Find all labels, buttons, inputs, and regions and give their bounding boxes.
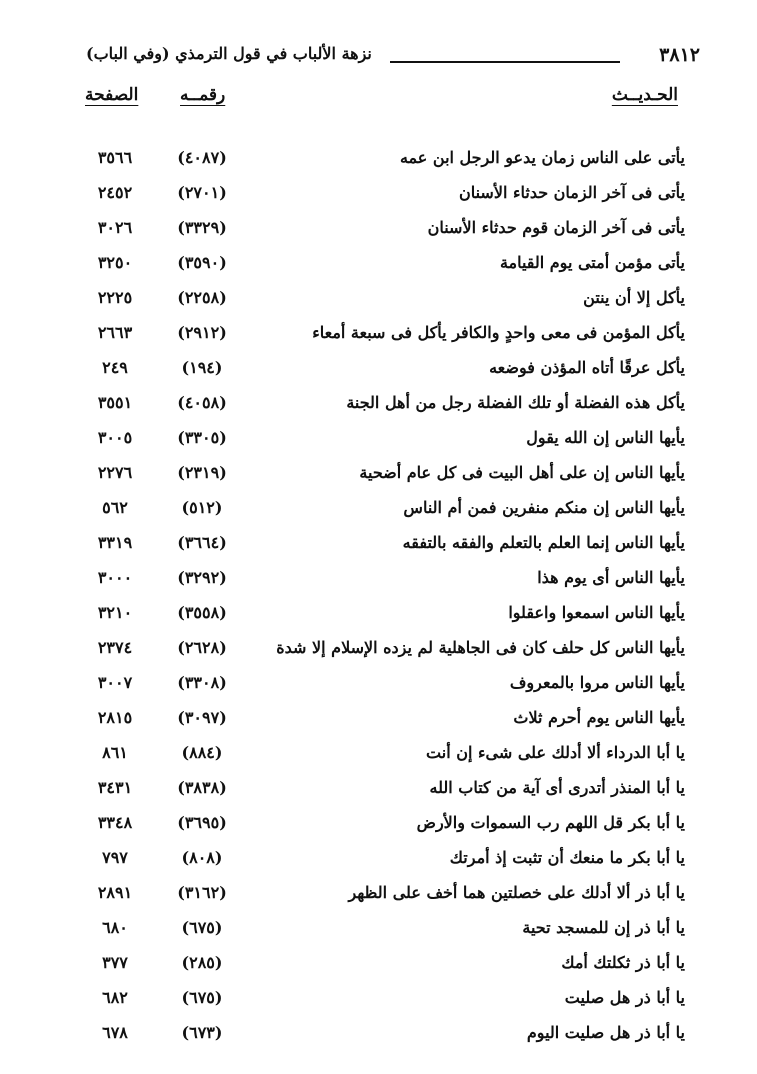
hadith-number: (٣١٦٢) — [177, 883, 227, 902]
table-row — [80, 735, 700, 770]
hadith-text: يا أبا المنذر أتدرى أى آية من كتاب الله — [429, 778, 685, 797]
hadith-text: يأيها الناس مروا بالمعروف — [509, 673, 685, 692]
table-row — [80, 945, 700, 980]
table-row — [80, 910, 700, 945]
hadith-text: يأتى على الناس زمان يدعو الرجل ابن عمه — [399, 148, 685, 167]
hadith-text: يأكل المؤمن فى معى واحدٍ والكافر يأكل فى سبعة أمعاء — [312, 323, 685, 342]
hadith-text: يأيها الناس إن الله يقول — [526, 428, 685, 447]
page-ref: ٦٨٠ — [102, 918, 128, 937]
table-row — [80, 455, 700, 490]
page-ref: ٣٠٠٠ — [97, 568, 133, 587]
hadith-text: يأكل هذه الفضلة أو تلك الفضلة رجل من أهل الجنة — [346, 393, 685, 412]
hadith-text: يأيها الناس إنما العلم بالتعلم والفقه بالتفقه — [402, 533, 685, 552]
hadith-text: يأيها الناس أى يوم هذا — [537, 568, 685, 587]
hadith-number: (٣٦٩٥) — [177, 813, 227, 832]
page-ref: ٣٢٥٠ — [97, 253, 133, 272]
hadith-text: يا أبا ذر إن للمسجد تحية — [522, 918, 685, 937]
hadith-text: يأيها الناس إن على أهل البيت فى كل عام أضحية — [359, 463, 685, 482]
book-title: نزهة الألباب في قول الترمذي (وفي الباب) — [86, 44, 372, 63]
table-row — [80, 770, 700, 805]
index-table — [80, 140, 700, 1050]
hadith-number: (٥١٢) — [181, 498, 223, 517]
page-ref: ٧٩٧ — [102, 848, 128, 867]
hadith-text: يا أبا ذر هل صليت — [564, 988, 685, 1007]
table-row — [80, 420, 700, 455]
page-ref: ٣٣٤٨ — [97, 813, 133, 832]
hadith-number: (٢٢٥٨) — [177, 288, 227, 307]
hadith-number: (٦٧٥) — [181, 988, 223, 1007]
table-row — [80, 630, 700, 665]
table-row — [80, 385, 700, 420]
page-ref: ٣٤٣١ — [97, 778, 133, 797]
hadith-text: يأيها الناس إن منكم منفرين فمن أم الناس — [403, 498, 685, 517]
heading-hadith: الحـديــث — [611, 85, 678, 105]
hadith-number: (٣٢٩٢) — [177, 568, 227, 587]
hadith-text: يا أبا بكر ما منعك أن تثبت إذ أمرتك — [449, 848, 685, 867]
table-row — [80, 875, 700, 910]
running-head — [80, 38, 700, 78]
hadith-number: (٣٣٠٥) — [177, 428, 227, 447]
page-ref: ٣٧٧ — [102, 953, 128, 972]
hadith-number: (٣٣٠٨) — [177, 673, 227, 692]
page-ref: ٣٥٦٦ — [97, 148, 133, 167]
hadith-text: يأكل إلا أن ينتن — [583, 288, 685, 307]
table-row — [80, 665, 700, 700]
page-ref: ٢٨١٥ — [97, 708, 133, 727]
hadith-number: (٣٠٩٧) — [177, 708, 227, 727]
page-ref: ٢٦٦٣ — [97, 323, 133, 342]
hadith-number: (٢٧٠١) — [177, 183, 227, 202]
table-row — [80, 350, 700, 385]
table-row — [80, 700, 700, 735]
header-rule — [390, 61, 620, 63]
hadith-number: (٤٠٥٨) — [177, 393, 227, 412]
heading-page: الصفحة — [85, 85, 139, 105]
hadith-text: يأكل عرقًا أتاه المؤذن فوضعه — [489, 358, 685, 377]
table-row — [80, 175, 700, 210]
table-row — [80, 980, 700, 1015]
hadith-number: (٣٨٣٨) — [177, 778, 227, 797]
hadith-text: يأتى مؤمن أمتى يوم القيامة — [499, 253, 685, 272]
page-ref: ٢٢٢٥ — [97, 288, 133, 307]
hadith-number: (١٩٤) — [181, 358, 223, 377]
page-ref: ٣٠٠٥ — [97, 428, 133, 447]
page-ref: ٣٥٥١ — [97, 393, 133, 412]
hadith-number: (٦٧٣) — [181, 1023, 223, 1042]
hadith-number: (٣٥٩٠) — [177, 253, 227, 272]
hadith-text: يا أبا ذر ألا أدلك على خصلتين هما أخف على الظهر — [348, 883, 685, 902]
page-ref: ٣٠٢٦ — [97, 218, 133, 237]
hadith-text: يأيها الناس يوم أحرم ثلاث — [513, 708, 685, 727]
hadith-number: (٣٦٦٤) — [177, 533, 227, 552]
page-ref: ٦٧٨ — [102, 1023, 128, 1042]
hadith-text: يا أبا بكر قل اللهم رب السموات والأرض — [416, 813, 685, 832]
hadith-number: (٣٣٢٩) — [177, 218, 227, 237]
hadith-text: يأتى فى آخر الزمان حدثاء الأسنان — [458, 183, 685, 202]
page-ref: ٢٨٩١ — [97, 883, 133, 902]
table-row — [80, 805, 700, 840]
page-ref: ٢٤٩ — [102, 358, 128, 377]
heading-number: رقمــه — [180, 85, 226, 105]
hadith-text: يأتى فى آخر الزمان قوم حدثاء الأسنان — [427, 218, 685, 237]
page-ref: ٣٣١٩ — [97, 533, 133, 552]
column-headings — [80, 85, 700, 115]
page-ref: ٢٣٧٤ — [97, 638, 133, 657]
hadith-number: (٢٦٢٨) — [177, 638, 227, 657]
hadith-number: (٨٨٤) — [181, 743, 223, 762]
page-ref: ٦٨٢ — [102, 988, 128, 1007]
page-ref: ٥٦٢ — [102, 498, 128, 517]
hadith-number: (٣٥٥٨) — [177, 603, 227, 622]
page-ref: ٣٠٠٧ — [97, 673, 133, 692]
table-row — [80, 315, 700, 350]
hadith-number: (٢٨٥) — [181, 953, 223, 972]
hadith-text: يا أبا الدرداء ألا أدلك على شىء إن أنت — [426, 743, 685, 762]
table-row — [80, 1015, 700, 1050]
page-ref: ٨٦١ — [102, 743, 128, 762]
hadith-text: يأيها الناس اسمعوا واعقلوا — [508, 603, 685, 622]
table-row — [80, 560, 700, 595]
hadith-number: (٨٠٨) — [181, 848, 223, 867]
page-number: ٣٨١٢ — [659, 44, 700, 66]
table-row — [80, 490, 700, 525]
table-row — [80, 210, 700, 245]
page-ref: ٢٢٧٦ — [97, 463, 133, 482]
page-ref: ٢٤٥٢ — [97, 183, 133, 202]
table-row — [80, 840, 700, 875]
hadith-number: (٦٧٥) — [181, 918, 223, 937]
hadith-number: (٢٩١٢) — [177, 323, 227, 342]
hadith-text: يأيها الناس كل حلف كان فى الجاهلية لم يزده الإسلام إلا شدة — [276, 638, 685, 657]
table-row — [80, 245, 700, 280]
hadith-number: (٢٣١٩) — [177, 463, 227, 482]
hadith-text: يا أبا ذر هل صليت اليوم — [526, 1023, 685, 1042]
table-row — [80, 525, 700, 560]
table-row — [80, 140, 700, 175]
table-row — [80, 280, 700, 315]
hadith-text: يا أبا ذر ثكلتك أمك — [561, 953, 685, 972]
hadith-number: (٤٠٨٧) — [177, 148, 227, 167]
table-row — [80, 595, 700, 630]
page-ref: ٣٢١٠ — [97, 603, 133, 622]
